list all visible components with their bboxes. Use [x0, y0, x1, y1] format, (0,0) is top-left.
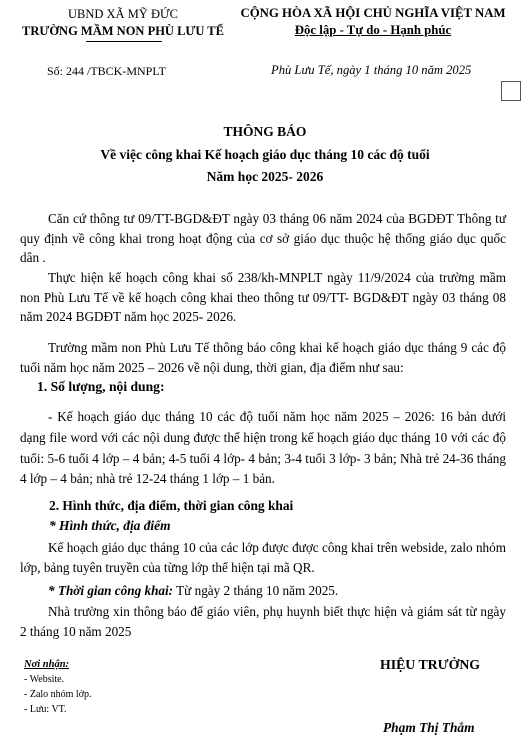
signer-title: HIỆU TRƯỞNG [380, 657, 481, 672]
paragraph-publication-channels: Kế hoạch giáo dục tháng 10 của các lớp được được công khai trên webside, zalo nhóm lớp, bảng tuyên truyền của từng lớp thể hiện tại mã QR. [20, 540, 506, 575]
place-date: Phù Lưu Tế, ngày 1 tháng 10 năm 2025 [271, 63, 472, 77]
school-name: TRƯỜNG MẦM NON PHÙ LƯU TẾ [22, 24, 224, 38]
school-year: Năm học 2025- 2026 [206, 169, 324, 184]
section-2-heading: 2. Hình thức, địa điểm, thời gian công khai [49, 498, 294, 513]
paragraph-announcement: Trường mầm non Phù Lưu Tế thông báo công khai kế hoạch giáo dục tháng 9 các độ tuổi năm học năm 2025 – 2026 về nội dung, thời gian, địa điểm như sau: [20, 340, 506, 375]
country-name: CỘNG HÒA XÃ HỘI CHỦ NGHĨA VIỆT NAM [240, 6, 506, 20]
time-line [48, 581, 338, 600]
document-number: Số: 244 /TBCK-MNPLT [47, 64, 166, 78]
section-1-heading: 1. Số lượng, nội dung: [37, 379, 165, 394]
school-underline [86, 41, 162, 42]
paragraph-implementation: Thực hiện kế hoạch công khai số 238/kh-MNPLT ngày 11/9/2024 của trường mầm non Phù Lưu Tế về kế hoạch công khai theo thông tư 09/TT- BGD&ĐT ngày 03 tháng 08 năm 2024 BGDĐT năm học 2025- 2026. [20, 270, 506, 324]
notice-title: THÔNG BÁO [223, 124, 307, 139]
paragraph-quantity-content: - Kế hoạch giáo dục tháng 10 các độ tuổi năm học năm 2025 – 2026: 16 bản dưới dạng file word với các nội dung được thể hiện trong kế hoạch giáo dục tháng 10 với các độ tuổi: 5-6 tuổi 4 lớp – 4 bản; 4-5 tuổi 4 lớp- 4 bản; 3-4 tuổi 3 lớp- 3 bản; Nhà trẻ 24-36 tháng 4 lớp – 4 bản; nhà trẻ 12-24 tháng 1 lớp – 1 bản. [20, 409, 506, 487]
agency-name: UBND XÃ MỸ ĐỨC [67, 7, 179, 21]
checkbox[interactable] [501, 81, 521, 101]
notice-subject: Về việc công khai Kế hoạch giáo dục tháng 10 các độ tuổi [100, 147, 430, 162]
paragraph-closing: Nhà trường xin thông báo để giáo viên, phụ huynh biết thực hiện và giám sát từ ngày 2 tháng 10 năm 2025 [20, 604, 506, 639]
recipient-item: - Zalo nhóm lớp. [24, 689, 92, 700]
subheading-time: * Thời gian công khai: [48, 583, 174, 598]
subheading-form-location: * Hình thức, địa điểm [49, 518, 171, 533]
recipient-item: - Website. [24, 674, 65, 685]
paragraph-legal-basis: Căn cứ thông tư 09/TT-BGD&ĐT ngày 03 tháng 06 năm 2024 của BGDĐT Thông tư quy định về công khai trong hoạt động của cơ sở giáo dục thuộc hệ thống giáo dục quốc dân . [20, 211, 506, 265]
national-motto: Độc lập - Tự do - Hạnh phúc [294, 23, 452, 37]
signer-name: Phạm Thị Thắm [383, 720, 475, 735]
recipients-label: Nơi nhận: [24, 659, 70, 670]
time-value: Từ ngày 2 tháng 10 năm 2025. [173, 583, 339, 598]
recipient-item: - Lưu: VT. [24, 704, 67, 715]
